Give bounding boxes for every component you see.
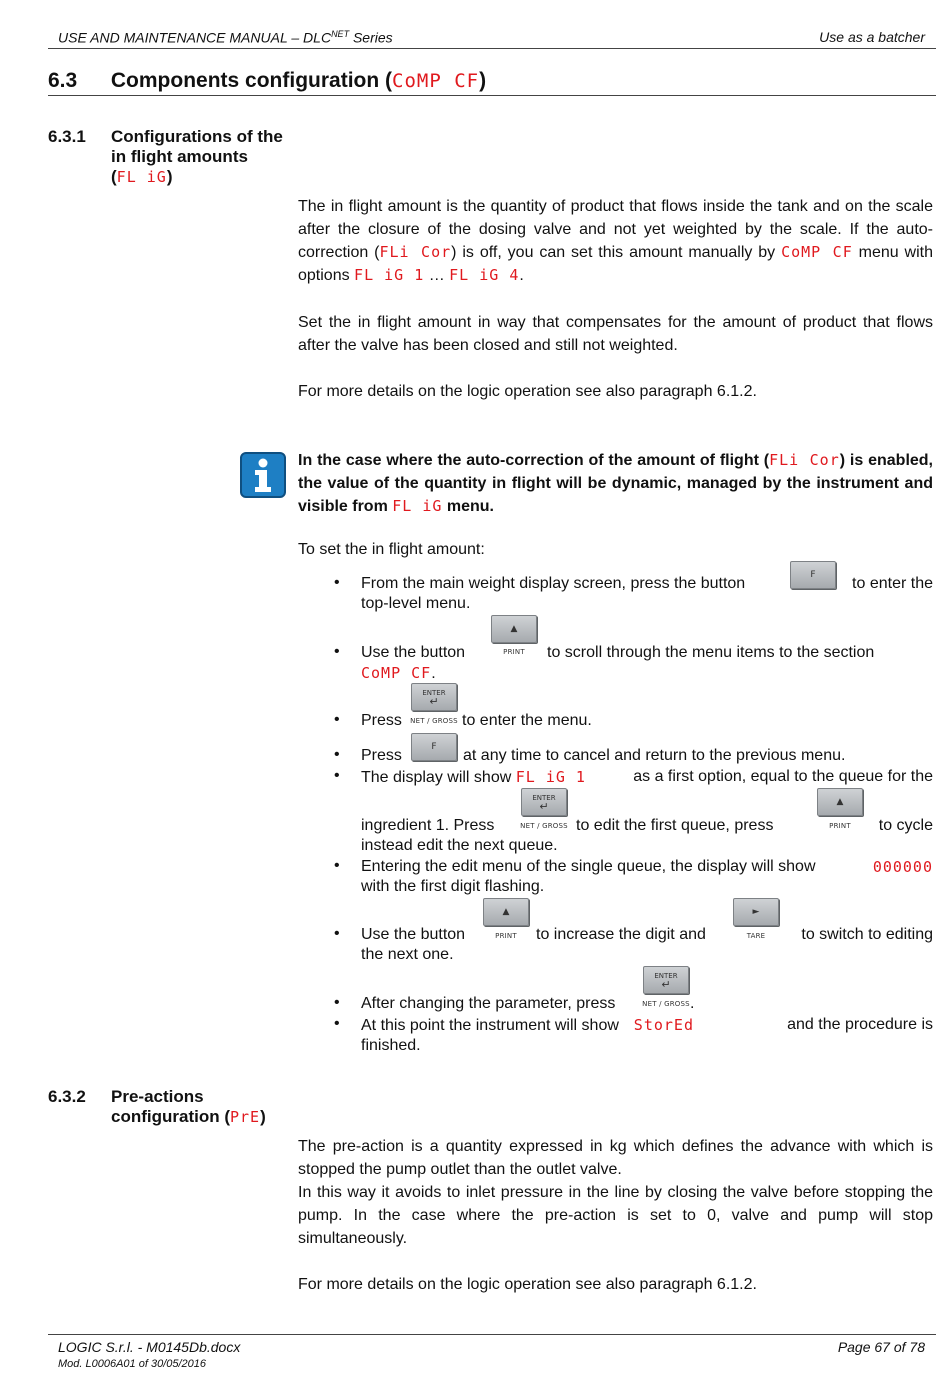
paragraph-set-amount: Set the in flight amount in way that compensates for the amount of product that flows after the valve has been closed and still not weighted. (298, 314, 933, 354)
subsection-title-line: Pre-actions (111, 1087, 204, 1106)
text: ) is off, you can set this amount manually by (451, 244, 782, 261)
text: the next one. (361, 946, 454, 963)
bullet: • (334, 711, 340, 728)
display-code: StorEd (633, 1016, 694, 1034)
key-caption: TARE (746, 932, 766, 940)
right-arrow-key: ► (733, 898, 779, 926)
text: menu. (442, 498, 494, 515)
text: Use the button (361, 926, 466, 943)
header-rule (48, 48, 936, 49)
footer-rule (48, 1334, 936, 1335)
enter-key: ENTER ↵ (521, 788, 567, 816)
list-item (361, 767, 933, 788)
text: At this point the instrument will show (361, 1017, 619, 1034)
text: ingredient 1. Press (361, 817, 495, 834)
text: at any time to cancel and return to the previous menu. (463, 747, 846, 764)
steps-intro: To set the in flight amount: (298, 541, 485, 558)
text: From the main weight display screen, press the button (361, 575, 746, 592)
enter-key-label: ENTER (422, 688, 446, 697)
paragraph-see-also: For more details on the logic operation see also paragraph 6.1.2. (298, 383, 757, 400)
text: . (519, 267, 524, 284)
text: The display will show (361, 769, 512, 786)
text: Entering the edit menu of the single queue, the display will show (361, 858, 816, 875)
bullet: • (334, 643, 340, 660)
enter-key: ENTER ↵ (643, 966, 689, 994)
list-item (361, 574, 933, 614)
up-arrow-key: ▲ (817, 788, 863, 816)
paragraph-pre-action-definition: The pre-action is a quantity expressed in kg which defines the advance with which is stopped the pump outlet than the outlet valve. (298, 1138, 933, 1178)
enter-key: ENTER ↵ (411, 683, 457, 711)
text: top-level menu. (361, 595, 471, 612)
text: to edit the first queue, press (576, 817, 774, 834)
paragraph-see-also: For more details on the logic operation see also paragraph 6.1.2. (298, 1276, 757, 1293)
f-key-button: F (790, 561, 836, 589)
page-header-left (58, 29, 393, 46)
section-display-code: CoMP CF (392, 70, 480, 92)
text: . (431, 665, 436, 682)
display-code: FLi Cor (379, 243, 452, 261)
text: to scroll through the menu items to the section (547, 644, 875, 661)
key-caption: PRINT (495, 932, 517, 940)
text: After changing the parameter, press (361, 995, 616, 1012)
display-code: FL iG 1 (515, 768, 586, 786)
text: instead edit the next queue. (361, 837, 558, 854)
list-item (361, 643, 933, 684)
text: … (424, 267, 450, 284)
paren: ) (166, 167, 173, 186)
subsection-number: 6.3.1 (48, 127, 86, 146)
text: to increase the digit and (536, 926, 706, 943)
footer-left: LOGIC S.r.l. - M0145Db.docx (58, 1339, 241, 1355)
bullet: • (334, 746, 340, 763)
text: The in flight amount is the quantity of product that flows inside the tank and on the scale after the closure of the dosing valve and not yet weighted by the scale. If the auto-correction ( (298, 198, 933, 261)
header-superscript: NET (331, 29, 350, 39)
bullet: • (334, 767, 340, 784)
display-code: FLi Cor (769, 451, 840, 469)
list-item (361, 857, 933, 897)
text: In the case where the auto-correction of the amount of flight ( (298, 452, 770, 469)
subsection-code-line (111, 167, 296, 187)
text: to enter the (852, 575, 933, 592)
text: with the first digit flashing. (361, 878, 545, 895)
text: to cycle (878, 817, 933, 834)
footer-page-number: Page 67 of 78 (837, 1339, 925, 1355)
subsection-title (111, 1087, 296, 1127)
subsection-number: 6.3.2 (48, 1087, 86, 1106)
bullet: • (334, 574, 340, 591)
info-icon (240, 452, 286, 498)
text: finished. (361, 1037, 421, 1054)
section-title-end: ) (479, 69, 487, 92)
text: and the procedure is (787, 1016, 933, 1033)
paren: ( (111, 167, 117, 186)
subsection-title (111, 127, 296, 187)
subsection-display-code: FL iG (116, 168, 167, 186)
header-series: Series (349, 29, 393, 46)
info-note (298, 449, 933, 518)
text: to enter the menu. (462, 712, 592, 729)
key-caption: NET / GROSS (642, 1000, 690, 1008)
text: to switch to editing (801, 926, 933, 943)
bullet: • (334, 925, 340, 942)
enter-key-label: ENTER (654, 971, 678, 980)
page-header-right: Use as a batcher (819, 29, 925, 45)
display-code: FL iG (392, 497, 443, 515)
text: Press (361, 712, 402, 729)
paragraph-pre-action-effect: In this way it avoids to inlet pressure in the line by closing the valve before stopping the pump. In the case where the pre-action is set to 0, valve and pump will stop simultaneously. (298, 1184, 933, 1247)
section-title: Components configuration ( (110, 69, 393, 92)
key-caption: PRINT (829, 822, 851, 830)
footer-mod: Mod. L0006A01 of 30/05/2016 (58, 1358, 207, 1370)
section-rule (48, 95, 936, 96)
up-arrow-key: ▲ (491, 615, 537, 643)
subsection-title-line: Configurations of the (111, 127, 283, 146)
display-code: FL iG 4 (449, 266, 520, 284)
subsection-code-line (111, 1107, 296, 1127)
paragraph-in-flight-definition (298, 195, 933, 287)
up-arrow-key: ▲ (483, 898, 529, 926)
text: as a first option, equal to the queue for the (633, 768, 933, 785)
key-caption: PRINT (503, 648, 525, 656)
key-caption: NET / GROSS (410, 717, 458, 725)
text: configuration ( (111, 1107, 230, 1126)
paren: ) (260, 1107, 266, 1126)
list-item (361, 1015, 933, 1056)
text: menu with options (298, 244, 933, 284)
bullet: • (334, 857, 340, 874)
display-code: CoMP CF (781, 243, 853, 261)
display-code: FL iG 1 (354, 266, 425, 284)
text: ) is enabled, the value of the quantity in flight will be dynamic, managed by the instrument and visible from (298, 452, 934, 515)
display-code: 000000 (872, 858, 933, 876)
display-code: CoMP CF (361, 664, 432, 682)
header-manual-title: USE AND MAINTENANCE MANUAL – DLC (58, 29, 332, 46)
subsection-display-code: PrE (229, 1108, 261, 1126)
list-item (361, 925, 933, 965)
subsection-title-line: in flight amounts (111, 147, 248, 166)
enter-key-label: ENTER (532, 793, 556, 802)
section-heading (48, 69, 486, 93)
bullet: • (334, 1015, 340, 1032)
section-number: 6.3 (48, 69, 78, 92)
key-caption: NET / GROSS (520, 822, 568, 830)
text: Use the button (361, 644, 466, 661)
f-key-button: F (411, 733, 457, 761)
bullet: • (334, 994, 340, 1011)
text: Press (361, 747, 402, 764)
text: . (690, 995, 695, 1012)
